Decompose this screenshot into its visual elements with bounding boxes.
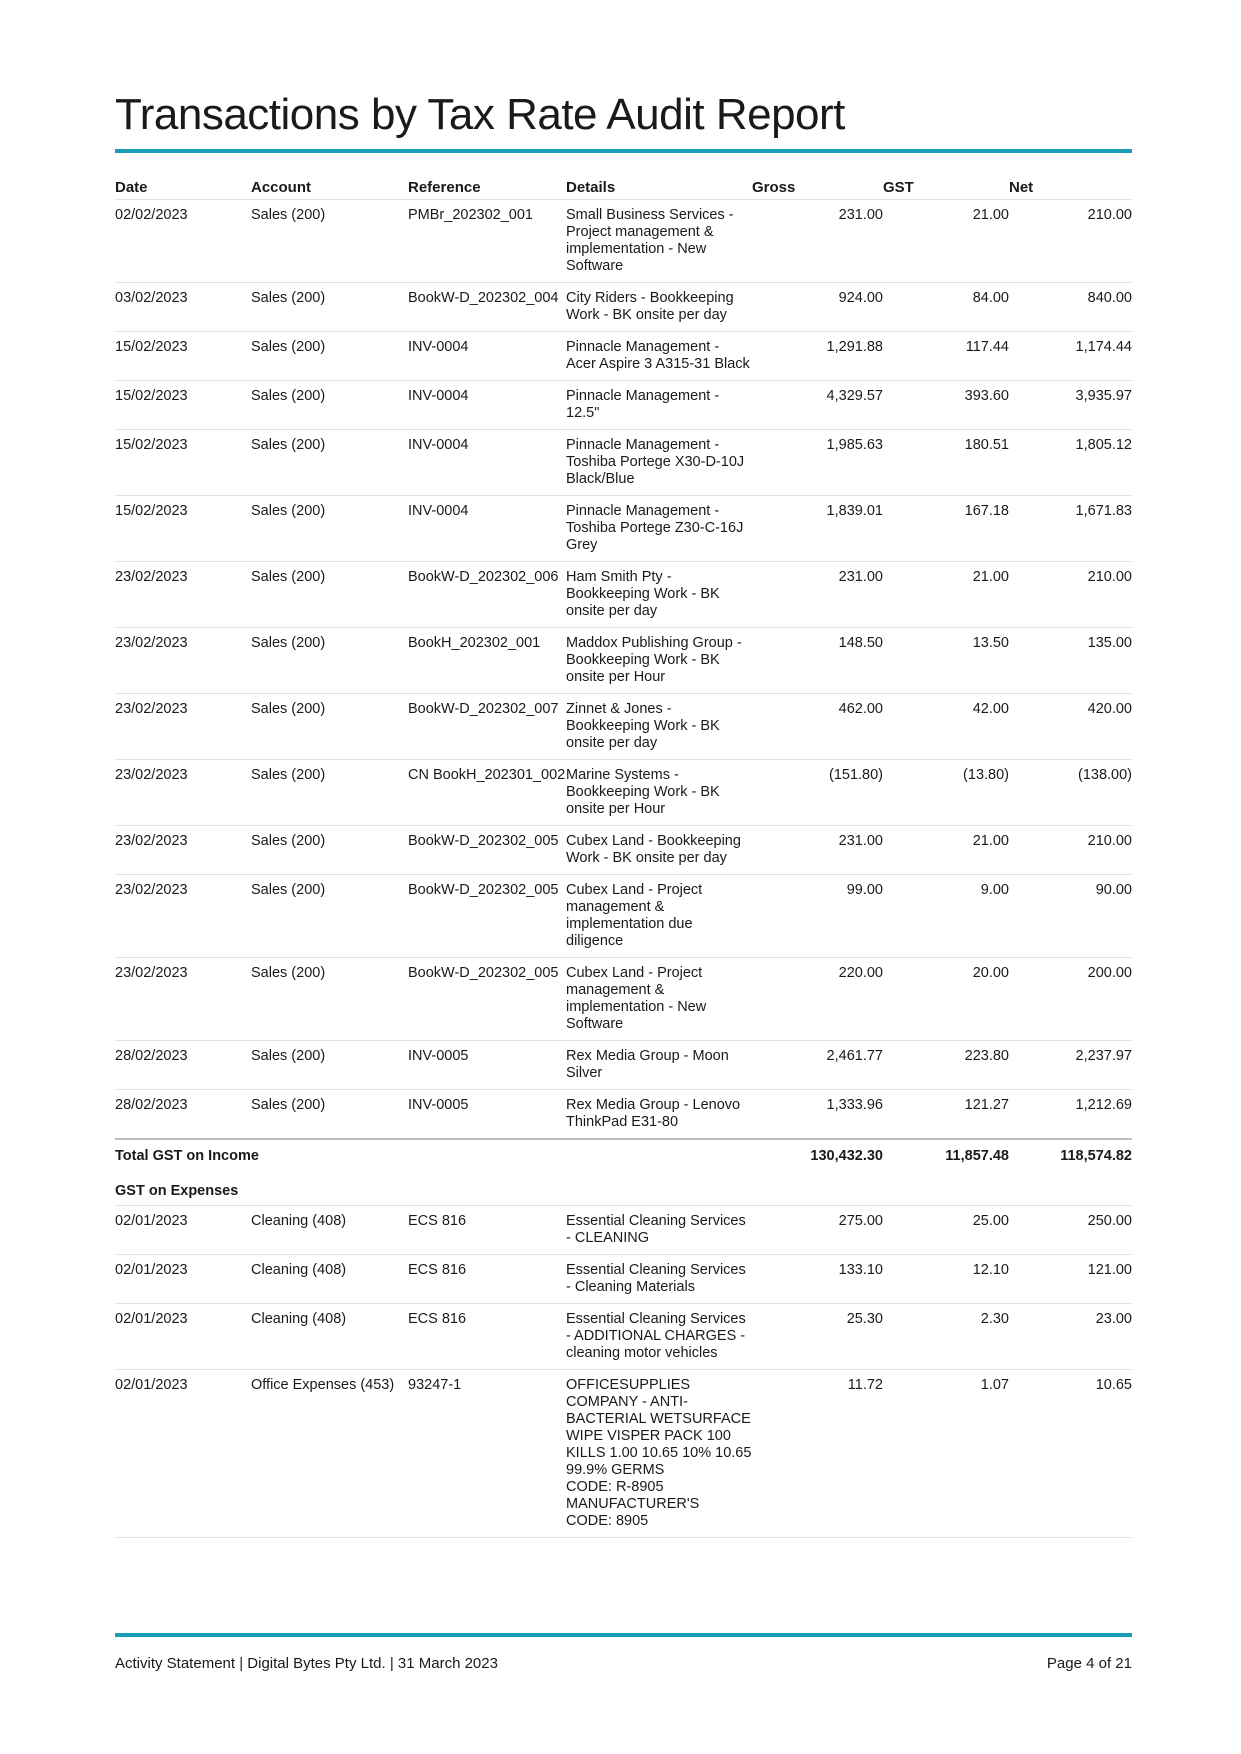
- cell-reference: 93247-1: [408, 1370, 566, 1538]
- cell-reference: BookH_202302_001: [408, 628, 566, 694]
- cell-net: 1,671.83: [1009, 496, 1132, 562]
- table-row: [115, 628, 1132, 694]
- cell-account: Sales (200): [251, 694, 408, 760]
- cell-net: 2,237.97: [1009, 1041, 1132, 1090]
- table-row: [115, 875, 1132, 958]
- table-row: [115, 1370, 1132, 1538]
- cell-details: Pinnacle Management - Toshiba Portege X30-D-10J Black/Blue: [566, 430, 752, 496]
- col-header-account: Account: [251, 175, 408, 200]
- cell-net: 23.00: [1009, 1304, 1132, 1370]
- cell-account: Sales (200): [251, 826, 408, 875]
- detail-line: Essential Cleaning Services - ADDITIONAL CHARGES - cleaning motor vehicles: [566, 1311, 746, 1361]
- cell-net: 135.00: [1009, 628, 1132, 694]
- cell-reference: ECS 816: [408, 1206, 566, 1255]
- cell-net: 210.00: [1009, 826, 1132, 875]
- cell-reference: INV-0005: [408, 1041, 566, 1090]
- cell-reference: BookW-D_202302_007: [408, 694, 566, 760]
- expenses-section-row: [115, 1173, 1132, 1206]
- cell-date: 23/02/2023: [115, 826, 251, 875]
- cell-details: Cubex Land - Bookkeeping Work - BK onsite per day: [566, 826, 752, 875]
- cell-details: [566, 1304, 752, 1370]
- cell-reference: INV-0004: [408, 332, 566, 381]
- expense-rows: [115, 1206, 1132, 1538]
- cell-gross: 2,461.77: [752, 1041, 883, 1090]
- cell-gross: 1,291.88: [752, 332, 883, 381]
- cell-net: 210.00: [1009, 200, 1132, 283]
- cell-details: Ham Smith Pty - Bookkeeping Work - BK onsite per day: [566, 562, 752, 628]
- table-row: [115, 1255, 1132, 1304]
- cell-gst: 2.30: [883, 1304, 1009, 1370]
- cell-date: 23/02/2023: [115, 958, 251, 1041]
- cell-gross: 148.50: [752, 628, 883, 694]
- cell-net: 1,174.44: [1009, 332, 1132, 381]
- footer-document-info: Activity Statement | Digital Bytes Pty Ltd. | 31 March 2023: [115, 1655, 498, 1672]
- cell-account: Sales (200): [251, 1090, 408, 1140]
- footer-page-number: Page 4 of 21: [1046, 1655, 1132, 1672]
- cell-reference: ECS 816: [408, 1304, 566, 1370]
- cell-gross: 1,333.96: [752, 1090, 883, 1140]
- cell-gst: 1.07: [883, 1370, 1009, 1538]
- cell-details: Pinnacle Management - 12.5": [566, 381, 752, 430]
- table-row: [115, 1206, 1132, 1255]
- cell-gst: 223.80: [883, 1041, 1009, 1090]
- cell-gst: 13.50: [883, 628, 1009, 694]
- cell-gst: 21.00: [883, 200, 1009, 283]
- table-row: [115, 283, 1132, 332]
- cell-gst: 21.00: [883, 826, 1009, 875]
- cell-date: 02/01/2023: [115, 1304, 251, 1370]
- income-total-gross: 130,432.30: [752, 1139, 883, 1173]
- cell-date: 28/02/2023: [115, 1090, 251, 1140]
- cell-gross: 275.00: [752, 1206, 883, 1255]
- cell-account: Sales (200): [251, 562, 408, 628]
- cell-details: Pinnacle Management - Acer Aspire 3 A315-31 Black: [566, 332, 752, 381]
- col-header-date: Date: [115, 175, 251, 200]
- cell-reference: BookW-D_202302_006: [408, 562, 566, 628]
- cell-gst: 12.10: [883, 1255, 1009, 1304]
- cell-details: Cubex Land - Project management & implementation - New Software: [566, 958, 752, 1041]
- cell-reference: INV-0004: [408, 430, 566, 496]
- cell-details: [566, 1255, 752, 1304]
- cell-details: Small Business Services - Project management & implementation - New Software: [566, 200, 752, 283]
- cell-account: Sales (200): [251, 283, 408, 332]
- cell-gross: 231.00: [752, 200, 883, 283]
- income-total-gst: 11,857.48: [883, 1139, 1009, 1173]
- cell-reference: BookW-D_202302_005: [408, 875, 566, 958]
- cell-details: Zinnet & Jones - Bookkeeping Work - BK onsite per day: [566, 694, 752, 760]
- cell-date: 02/02/2023: [115, 200, 251, 283]
- cell-reference: BookW-D_202302_005: [408, 826, 566, 875]
- report-table: [115, 175, 1132, 1538]
- cell-gst: 25.00: [883, 1206, 1009, 1255]
- cell-date: 23/02/2023: [115, 694, 251, 760]
- cell-date: 02/01/2023: [115, 1206, 251, 1255]
- table-row: [115, 381, 1132, 430]
- table-row: [115, 332, 1132, 381]
- header-row: [115, 175, 1132, 200]
- cell-gross: 1,839.01: [752, 496, 883, 562]
- cell-details: City Riders - Bookkeeping Work - BK onsite per day: [566, 283, 752, 332]
- cell-reference: INV-0004: [408, 496, 566, 562]
- cell-net: 200.00: [1009, 958, 1132, 1041]
- cell-gross: 4,329.57: [752, 381, 883, 430]
- table-row: [115, 1304, 1132, 1370]
- cell-gst: 21.00: [883, 562, 1009, 628]
- table-row: [115, 496, 1132, 562]
- detail-line: Essential Cleaning Services - Cleaning Materials: [566, 1262, 746, 1295]
- detail-line: OFFICESUPPLIES COMPANY - ANTI-BACTERIAL WETSURFACE WIPE VISPER PACK 100 KILLS 1.00 10.65 10% 10.65: [566, 1377, 752, 1461]
- cell-date: 23/02/2023: [115, 875, 251, 958]
- detail-line: 99.9% GERMS: [566, 1462, 665, 1478]
- cell-gross: 25.30: [752, 1304, 883, 1370]
- cell-details: Cubex Land - Project management & implementation due diligence: [566, 875, 752, 958]
- cell-details: Maddox Publishing Group - Bookkeeping Work - BK onsite per Hour: [566, 628, 752, 694]
- cell-gst: 393.60: [883, 381, 1009, 430]
- cell-net: (138.00): [1009, 760, 1132, 826]
- cell-date: 02/01/2023: [115, 1370, 251, 1538]
- cell-account: Cleaning (408): [251, 1206, 408, 1255]
- table-row: [115, 562, 1132, 628]
- cell-net: 1,805.12: [1009, 430, 1132, 496]
- footer-divider: [115, 1633, 1132, 1637]
- cell-date: 15/02/2023: [115, 332, 251, 381]
- col-header-details: Details: [566, 175, 752, 200]
- cell-gross: 231.00: [752, 826, 883, 875]
- cell-account: Cleaning (408): [251, 1304, 408, 1370]
- cell-details: [566, 1370, 752, 1538]
- cell-account: Sales (200): [251, 628, 408, 694]
- table-row: [115, 200, 1132, 283]
- cell-date: 28/02/2023: [115, 1041, 251, 1090]
- cell-reference: INV-0004: [408, 381, 566, 430]
- cell-net: 121.00: [1009, 1255, 1132, 1304]
- income-rows: [115, 200, 1132, 1140]
- table-row: [115, 1041, 1132, 1090]
- income-total-net: 118,574.82: [1009, 1139, 1132, 1173]
- cell-gross: 231.00: [752, 562, 883, 628]
- cell-gst: 121.27: [883, 1090, 1009, 1140]
- cell-account: Cleaning (408): [251, 1255, 408, 1304]
- cell-gross: 99.00: [752, 875, 883, 958]
- cell-date: 15/02/2023: [115, 496, 251, 562]
- cell-gst: (13.80): [883, 760, 1009, 826]
- cell-account: Office Expenses (453): [251, 1370, 408, 1538]
- cell-date: 03/02/2023: [115, 283, 251, 332]
- cell-net: 1,212.69: [1009, 1090, 1132, 1140]
- cell-net: 3,935.97: [1009, 381, 1132, 430]
- detail-line: CODE: R-8905: [566, 1479, 664, 1495]
- cell-details: Marine Systems - Bookkeeping Work - BK onsite per Hour: [566, 760, 752, 826]
- col-header-reference: Reference: [408, 175, 566, 200]
- income-total-row: [115, 1139, 1132, 1173]
- cell-gross: 924.00: [752, 283, 883, 332]
- col-header-gross: Gross: [752, 175, 883, 200]
- cell-gst: 84.00: [883, 283, 1009, 332]
- cell-net: 10.65: [1009, 1370, 1132, 1538]
- cell-account: Sales (200): [251, 200, 408, 283]
- cell-gst: 42.00: [883, 694, 1009, 760]
- cell-account: Sales (200): [251, 381, 408, 430]
- cell-gross: 133.10: [752, 1255, 883, 1304]
- cell-gross: 1,985.63: [752, 430, 883, 496]
- page-title: Transactions by Tax Rate Audit Report: [115, 90, 845, 139]
- cell-gross: 220.00: [752, 958, 883, 1041]
- col-header-net: Net: [1009, 175, 1132, 200]
- table-row: [115, 760, 1132, 826]
- cell-date: 15/02/2023: [115, 381, 251, 430]
- cell-net: 250.00: [1009, 1206, 1132, 1255]
- cell-date: 02/01/2023: [115, 1255, 251, 1304]
- expenses-heading: GST on Expenses: [115, 1173, 1132, 1206]
- table-row: [115, 826, 1132, 875]
- cell-reference: PMBr_202302_001: [408, 200, 566, 283]
- cell-account: Sales (200): [251, 1041, 408, 1090]
- cell-gst: 180.51: [883, 430, 1009, 496]
- cell-net: 840.00: [1009, 283, 1132, 332]
- cell-gst: 167.18: [883, 496, 1009, 562]
- title-divider: [115, 149, 1132, 153]
- col-header-gst: GST: [883, 175, 1009, 200]
- detail-line: CODE: 8905: [566, 1513, 649, 1529]
- cell-date: 23/02/2023: [115, 562, 251, 628]
- cell-net: 420.00: [1009, 694, 1132, 760]
- cell-account: Sales (200): [251, 958, 408, 1041]
- cell-account: Sales (200): [251, 430, 408, 496]
- cell-details: [566, 1206, 752, 1255]
- cell-account: Sales (200): [251, 332, 408, 381]
- cell-gst: 9.00: [883, 875, 1009, 958]
- cell-net: 90.00: [1009, 875, 1132, 958]
- detail-line: MANUFACTURER'S: [566, 1496, 700, 1512]
- cell-net: 210.00: [1009, 562, 1132, 628]
- cell-reference: ECS 816: [408, 1255, 566, 1304]
- income-total-label: Total GST on Income: [115, 1139, 752, 1173]
- cell-reference: INV-0005: [408, 1090, 566, 1140]
- cell-reference: BookW-D_202302_004: [408, 283, 566, 332]
- table-row: [115, 430, 1132, 496]
- cell-date: 15/02/2023: [115, 430, 251, 496]
- detail-line: Essential Cleaning Services - CLEANING: [566, 1213, 746, 1246]
- table-row: [115, 1090, 1132, 1140]
- cell-reference: BookW-D_202302_005: [408, 958, 566, 1041]
- cell-details: Rex Media Group - Moon Silver: [566, 1041, 752, 1090]
- cell-date: 23/02/2023: [115, 628, 251, 694]
- cell-details: Pinnacle Management - Toshiba Portege Z30-C-16J Grey: [566, 496, 752, 562]
- cell-account: Sales (200): [251, 760, 408, 826]
- table-row: [115, 958, 1132, 1041]
- cell-details: Rex Media Group - Lenovo ThinkPad E31-80: [566, 1090, 752, 1140]
- cell-gst: 117.44: [883, 332, 1009, 381]
- cell-gross: (151.80): [752, 760, 883, 826]
- cell-account: Sales (200): [251, 875, 408, 958]
- cell-gst: 20.00: [883, 958, 1009, 1041]
- cell-account: Sales (200): [251, 496, 408, 562]
- cell-gross: 11.72: [752, 1370, 883, 1538]
- cell-gross: 462.00: [752, 694, 883, 760]
- cell-date: 23/02/2023: [115, 760, 251, 826]
- cell-reference: CN BookH_202301_002: [408, 760, 566, 826]
- table-row: [115, 694, 1132, 760]
